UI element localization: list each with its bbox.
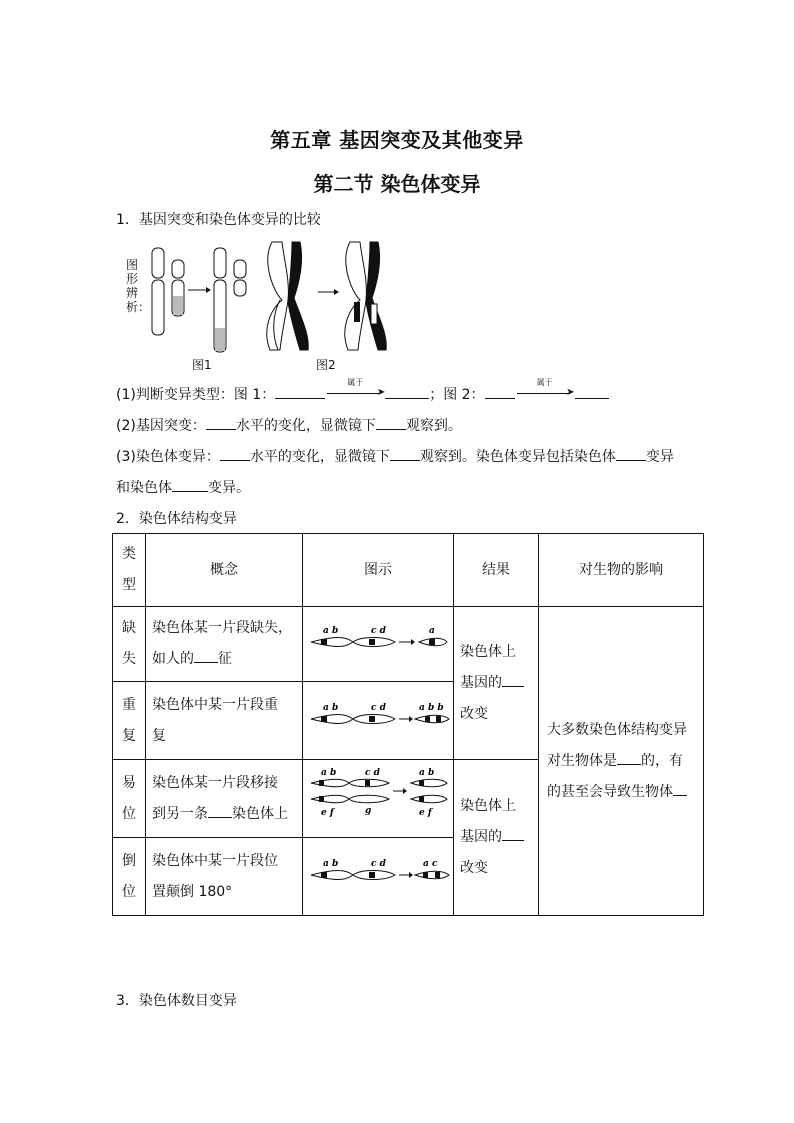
svg-text:a b: a b (419, 767, 435, 778)
q1-prefix: (1)判断变异类型：图 1： (116, 387, 276, 403)
blank[interactable] (673, 782, 687, 796)
chromosome-figure (122, 240, 422, 370)
svg-text:a b: a b (321, 767, 337, 778)
fig1-caption: 图1 (192, 358, 212, 372)
concept-cell: 染色体某一片段移接 到另一条 染色体上 (146, 760, 303, 838)
blank[interactable] (220, 447, 250, 461)
svg-text:a b: a b (323, 626, 339, 636)
result-cell-b: 染色体上 基因的 改变 (454, 760, 539, 916)
blank[interactable] (194, 649, 218, 663)
svg-text:c d: c d (371, 702, 386, 713)
svg-text:e f: e f (419, 807, 432, 818)
fig2-caption: 图2 (316, 358, 336, 372)
question-2: (2)基因突变： 水平的变化，显微镜下 观察到。 (116, 418, 462, 434)
concept-cell: 染色体中某一片段重 复 (146, 682, 303, 760)
translocation-diagram (305, 765, 451, 821)
header-result: 结果 (454, 534, 539, 607)
header-effect: 对生物的影响 (539, 534, 704, 607)
svg-text:a c: a c (423, 858, 438, 869)
concept-cell: 染色体某一片段缺失， 如人的 征 (146, 607, 303, 682)
svg-text:c d: c d (371, 626, 386, 636)
blank[interactable] (502, 673, 524, 687)
blank[interactable] (485, 385, 515, 399)
blank[interactable] (617, 751, 641, 765)
figure-cell (303, 838, 454, 916)
table-row (113, 607, 704, 682)
duplication-diagram (305, 695, 451, 735)
blank[interactable] (208, 804, 232, 818)
type-duplication: 重复 (122, 696, 136, 744)
figure-cell (303, 682, 454, 760)
blank[interactable] (275, 385, 325, 399)
blank[interactable] (616, 447, 646, 461)
header-concept: 概念 (146, 534, 303, 607)
blank[interactable] (172, 478, 208, 492)
header-figure: 图示 (303, 534, 454, 607)
section1-heading: 1．基因突变和染色体变异的比较 (116, 212, 321, 228)
section2-heading: 2．染色体结构变异 (116, 511, 237, 527)
figure-side-label: 图形辨析： (126, 258, 151, 314)
blank[interactable] (376, 416, 406, 430)
svg-text:a b: a b (323, 702, 339, 713)
arrow-label: 属于 ➤ (325, 385, 385, 399)
blank[interactable] (390, 447, 420, 461)
concept-cell: 染色体中某一片段位 置颠倒 180° (146, 838, 303, 916)
svg-text:g: g (365, 805, 372, 816)
structural-variation-table (112, 533, 704, 916)
svg-text:a b b: a b b (419, 702, 444, 713)
blank[interactable] (385, 385, 429, 399)
svg-text:c d: c d (371, 858, 386, 869)
svg-text:c d: c d (365, 767, 380, 778)
section3-heading: 3．染色体数目变异 (116, 993, 237, 1009)
question-3-continued: 和染色体 变异。 (116, 480, 250, 496)
figure-cell (303, 607, 454, 682)
svg-text:a: a (429, 626, 435, 636)
effect-cell: 大多数染色体结构变异 对生物体是 的，有 的甚至会导致生物体 (539, 607, 704, 916)
question-3: (3)染色体变异： 水平的变化，显微镜下 观察到。染色体变异包括染色体 变异 (116, 449, 674, 465)
svg-text:a b: a b (323, 858, 339, 869)
blank[interactable] (206, 416, 236, 430)
blank[interactable] (502, 827, 524, 841)
section-title: 第二节 染色体变异 (313, 172, 481, 196)
type-inversion: 倒位 (122, 852, 136, 900)
arrow-label: 属于 ➤ (515, 385, 575, 399)
deletion-diagram (305, 618, 451, 658)
header-type: 类型 (113, 534, 146, 607)
chromosome-diagrams (122, 240, 422, 375)
type-deletion: 缺失 (122, 620, 136, 667)
svg-text:e f: e f (321, 807, 334, 818)
blank[interactable] (575, 385, 609, 399)
question-1 (116, 378, 609, 404)
inversion-diagram (305, 851, 451, 891)
chapter-title: 第五章 基因突变及其他变异 (270, 128, 524, 152)
figure-cell (303, 760, 454, 838)
q1-fig2: ；图 2： (429, 387, 485, 403)
type-translocation: 易位 (122, 774, 136, 822)
result-cell-a: 染色体上 基因的 改变 (454, 607, 539, 760)
